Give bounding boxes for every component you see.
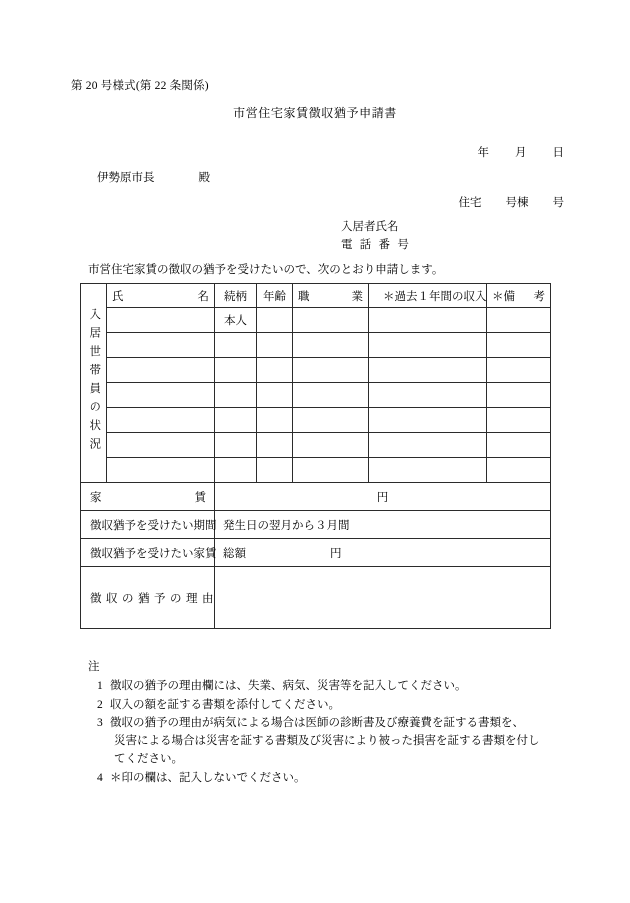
notes-section bbox=[88, 659, 568, 788]
date-month-label: 月 bbox=[515, 147, 527, 159]
phone-label: 電 話 番 号 bbox=[341, 239, 412, 251]
cell-name[interactable] bbox=[107, 358, 215, 383]
dwelling-label: 住宅 bbox=[458, 197, 482, 209]
cell-income[interactable] bbox=[369, 408, 487, 433]
table-row[interactable] bbox=[81, 408, 551, 433]
dwelling-line bbox=[459, 194, 565, 210]
application-statement: 市営住宅家賃の徴収の猶予を受けたいので、次のとおり申請します。 bbox=[88, 264, 444, 276]
column-header-income: ＊過去１年間の収入 bbox=[369, 284, 487, 308]
table-row[interactable] bbox=[81, 458, 551, 483]
cell-relation[interactable] bbox=[215, 408, 257, 433]
column-header-job: 職 業 bbox=[293, 284, 369, 308]
addressee bbox=[97, 169, 210, 185]
dwelling-building-label: 号棟 bbox=[505, 197, 529, 209]
cell-relation[interactable]: 本人 bbox=[215, 308, 257, 333]
date-line bbox=[478, 144, 565, 160]
cell-name[interactable] bbox=[107, 333, 215, 358]
cell-relation[interactable] bbox=[215, 433, 257, 458]
cell-remarks[interactable] bbox=[487, 433, 551, 458]
household-side-label: 入居世帯員の状況 bbox=[81, 284, 107, 483]
cell-job[interactable] bbox=[293, 333, 369, 358]
cell-age[interactable] bbox=[257, 383, 293, 408]
note-text: ＊印の欄は、記入しないでください。 bbox=[110, 771, 306, 784]
list-item bbox=[88, 678, 568, 696]
cell-age[interactable] bbox=[257, 333, 293, 358]
list-item bbox=[88, 697, 568, 715]
cell-job[interactable] bbox=[293, 308, 369, 333]
cell-name[interactable] bbox=[107, 433, 215, 458]
page-title: 市営住宅家賃徴収猶予申請書 bbox=[233, 106, 397, 120]
addressee-honorific: 殿 bbox=[198, 172, 210, 184]
cell-job[interactable] bbox=[293, 408, 369, 433]
note-number: 3 bbox=[97, 717, 103, 730]
list-item bbox=[88, 770, 568, 788]
cell-relation[interactable] bbox=[215, 333, 257, 358]
rent-label: 家 賃 bbox=[81, 483, 215, 511]
table-row[interactable] bbox=[81, 308, 551, 333]
rent-value[interactable]: 円 bbox=[215, 483, 551, 511]
date-year-label: 年 bbox=[477, 147, 489, 159]
cell-name[interactable] bbox=[107, 308, 215, 333]
cell-remarks[interactable] bbox=[487, 358, 551, 383]
table-row[interactable] bbox=[81, 383, 551, 408]
household-header-row bbox=[81, 284, 551, 308]
cell-name[interactable] bbox=[107, 458, 215, 483]
column-header-name: 氏 名 bbox=[107, 284, 215, 308]
note-number: 2 bbox=[97, 698, 103, 711]
table-row[interactable] bbox=[81, 358, 551, 383]
note-number: 1 bbox=[97, 679, 103, 692]
period-value[interactable]: 発生日の翌月から３月間 bbox=[215, 511, 551, 539]
column-header-remarks: ＊備 考 bbox=[487, 284, 551, 308]
cell-job[interactable] bbox=[293, 458, 369, 483]
addressee-name: 伊勢原市長 bbox=[97, 172, 155, 184]
cell-name[interactable] bbox=[107, 383, 215, 408]
deferred-amount-value[interactable]: 総額 円 bbox=[215, 539, 551, 567]
note-text: 徴収の猶予の理由欄には、失業、病気、災害等を記入してください。 bbox=[110, 679, 467, 692]
cell-job[interactable] bbox=[293, 383, 369, 408]
note-text: 収入の額を証する書類を添付してください。 bbox=[110, 698, 340, 711]
note-number: 4 bbox=[97, 771, 103, 784]
reason-value[interactable] bbox=[215, 567, 551, 629]
cell-income[interactable] bbox=[369, 383, 487, 408]
notes-heading: 注 bbox=[88, 661, 100, 673]
cell-income[interactable] bbox=[369, 433, 487, 458]
cell-job[interactable] bbox=[293, 358, 369, 383]
reason-label: 徴収の猶予の理由 bbox=[81, 567, 215, 629]
cell-remarks[interactable] bbox=[487, 408, 551, 433]
rent-row bbox=[81, 483, 551, 511]
deferred-amount-row bbox=[81, 539, 551, 567]
column-header-relation: 続柄 bbox=[215, 284, 257, 308]
cell-name[interactable] bbox=[107, 408, 215, 433]
cell-age[interactable] bbox=[257, 308, 293, 333]
application-form-table bbox=[80, 283, 551, 629]
deferred-amount-label: 徴収猶予を受けたい家賃 bbox=[81, 539, 215, 567]
column-header-age: 年齢 bbox=[257, 284, 293, 308]
period-label: 徴収猶予を受けたい期間 bbox=[81, 511, 215, 539]
table-row[interactable] bbox=[81, 433, 551, 458]
cell-income[interactable] bbox=[369, 308, 487, 333]
applicant-name-label: 入居者氏名 bbox=[341, 221, 399, 233]
cell-relation[interactable] bbox=[215, 358, 257, 383]
cell-relation[interactable] bbox=[215, 458, 257, 483]
date-day-label: 日 bbox=[552, 147, 564, 159]
cell-relation[interactable] bbox=[215, 383, 257, 408]
cell-remarks[interactable] bbox=[487, 308, 551, 333]
cell-age[interactable] bbox=[257, 358, 293, 383]
dwelling-room-label: 号 bbox=[552, 197, 564, 209]
cell-age[interactable] bbox=[257, 408, 293, 433]
period-row bbox=[81, 511, 551, 539]
cell-remarks[interactable] bbox=[487, 383, 551, 408]
cell-remarks[interactable] bbox=[487, 458, 551, 483]
cell-income[interactable] bbox=[369, 333, 487, 358]
table-row[interactable] bbox=[81, 333, 551, 358]
cell-income[interactable] bbox=[369, 458, 487, 483]
cell-job[interactable] bbox=[293, 433, 369, 458]
cell-income[interactable] bbox=[369, 358, 487, 383]
list-item bbox=[88, 715, 568, 768]
cell-remarks[interactable] bbox=[487, 333, 551, 358]
note-text: 徴収の猶予の理由が病気による場合は医師の診断書及び療養費を証する書類を、 災害による場合は災害を証する書類及び災害により被った損害を証する書類を付し てください。 bbox=[110, 717, 540, 766]
form-number: 第 20 号様式(第 22 条関係) bbox=[71, 80, 209, 92]
cell-age[interactable] bbox=[257, 433, 293, 458]
reason-row bbox=[81, 567, 551, 629]
cell-age[interactable] bbox=[257, 458, 293, 483]
